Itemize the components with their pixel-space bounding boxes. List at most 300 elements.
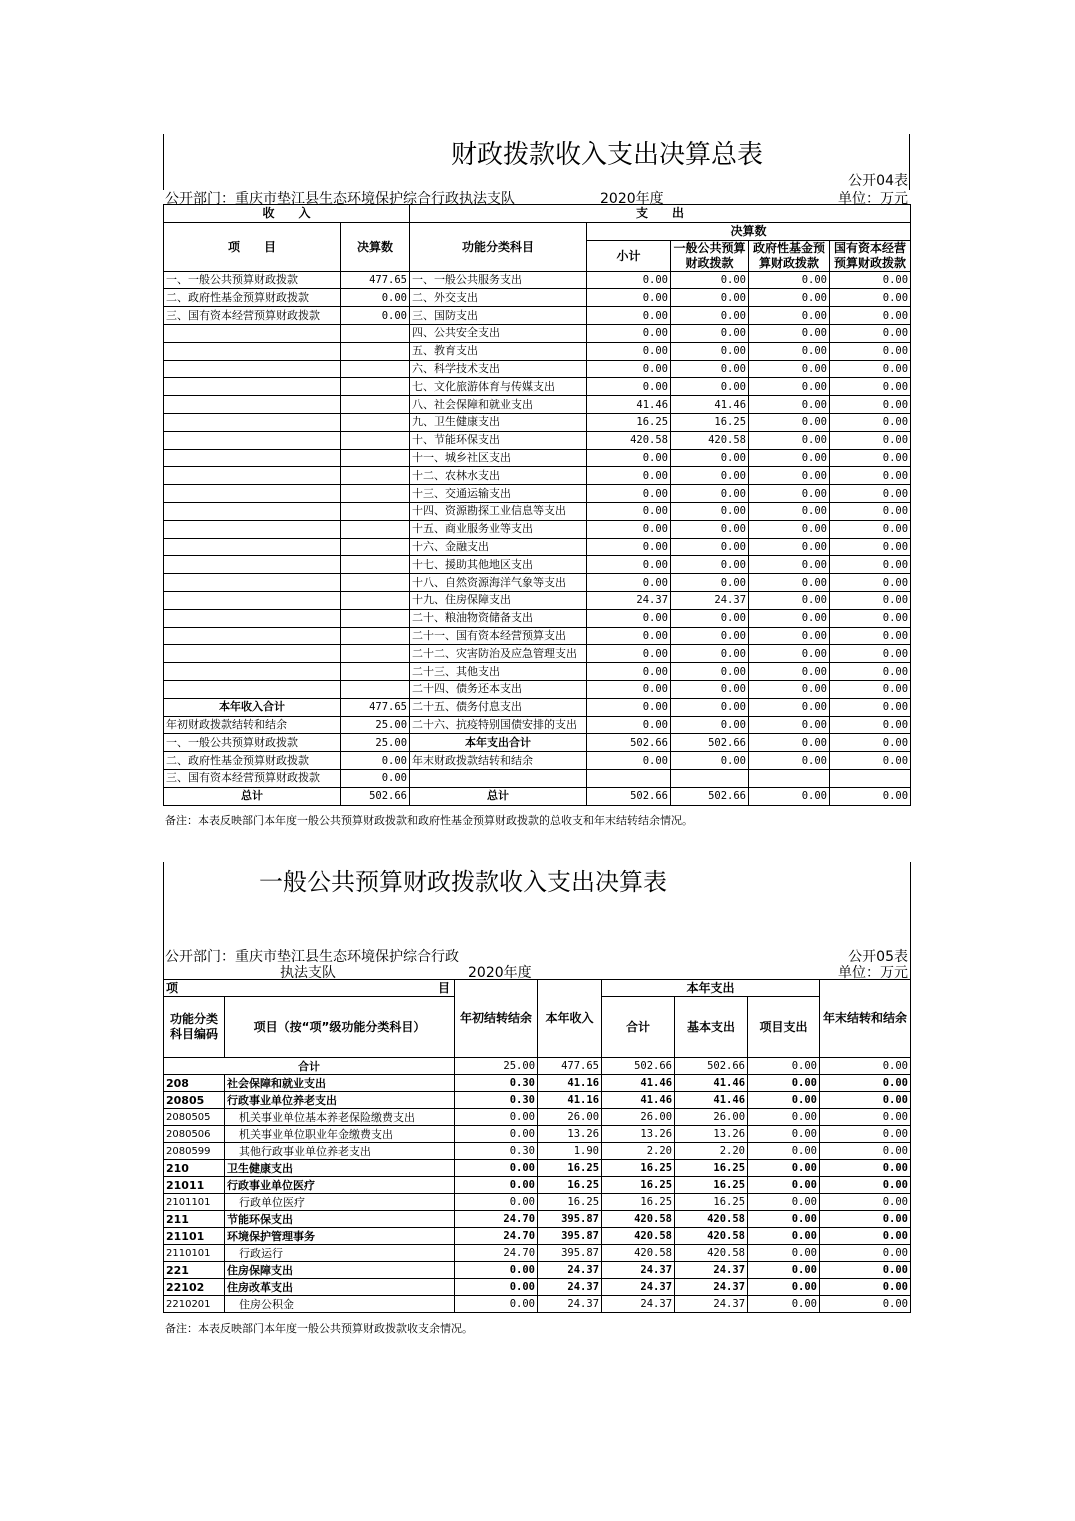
expense-general: 0.00 [671, 645, 749, 663]
expense-state-capital: 0.00 [830, 716, 911, 734]
table2-row [164, 1228, 911, 1245]
expense-total: 24.37 [602, 1279, 675, 1296]
expense-basic: 24.37 [675, 1262, 748, 1279]
func-code: 208 [164, 1075, 225, 1092]
begin-balance: 0.00 [455, 1126, 538, 1143]
expense-total: 16.25 [602, 1194, 675, 1211]
expense-subtotal: 0.00 [587, 324, 671, 342]
expense-item: 一、一般公共服务支出 [410, 271, 587, 289]
expense-total: 420.58 [602, 1245, 675, 1262]
func-code: 210 [164, 1160, 225, 1177]
income-amount: 25.00 [341, 716, 410, 734]
func-name: 其他行政事业单位养老支出 [225, 1143, 455, 1160]
expense-basic: 24.37 [675, 1279, 748, 1296]
func-name: 卫生健康支出 [225, 1160, 455, 1177]
expense-project: 0.00 [748, 1279, 820, 1296]
expense-general: 0.00 [671, 271, 749, 289]
expense-state-capital: 0.00 [830, 609, 911, 627]
expense-state-capital: 0.00 [830, 680, 911, 698]
expense-project: 0.00 [748, 1143, 820, 1160]
expense-item: 总计 [410, 787, 587, 805]
table1-row [164, 769, 911, 787]
expense-general: 0.00 [671, 538, 749, 556]
expense-project: 0.00 [748, 1126, 820, 1143]
expense-gov-fund: 0.00 [749, 307, 830, 325]
func-name: 行政运行 [225, 1245, 455, 1262]
expense-project: 0.00 [748, 1296, 820, 1313]
table1-dept: 公开部门：重庆市垫江县生态环境保护综合行政执法支队 [165, 191, 515, 207]
expense-item: 二十一、国有资本经营预算支出 [410, 627, 587, 645]
table2-unit: 单位：万元 [838, 965, 908, 981]
expense-general: 0.00 [671, 485, 749, 503]
table1-row [164, 716, 911, 734]
expense-item: 四、公共安全支出 [410, 324, 587, 342]
income-item: 三、国有资本经营预算财政拨款 [164, 307, 341, 325]
header-item: 项 目 [164, 222, 341, 271]
expense-state-capital: 0.00 [830, 520, 911, 538]
income-amount [341, 627, 410, 645]
income-item: 一、一般公共预算财政拨款 [164, 734, 341, 752]
expense-project: 0.00 [748, 1109, 820, 1126]
table2 [163, 979, 911, 1313]
expense-state-capital: 0.00 [830, 734, 911, 752]
expense-state-capital: 0.00 [830, 289, 911, 307]
expense-subtotal [587, 769, 671, 787]
end-balance: 0.00 [820, 1109, 911, 1126]
expense-project: 0.00 [748, 1245, 820, 1262]
table1-row [164, 467, 911, 485]
begin-balance: 24.70 [455, 1211, 538, 1228]
expense-item: 二、外交支出 [410, 289, 587, 307]
expense-subtotal: 0.00 [587, 307, 671, 325]
expense-gov-fund: 0.00 [749, 734, 830, 752]
table1-row [164, 502, 911, 520]
expense-general: 16.25 [671, 413, 749, 431]
begin-balance: 0.00 [455, 1279, 538, 1296]
func-name: 社会保障和就业支出 [225, 1075, 455, 1092]
begin-balance: 0.30 [455, 1092, 538, 1109]
income-item [164, 520, 341, 538]
expense-state-capital: 0.00 [830, 378, 911, 396]
expense-item [410, 769, 587, 787]
expense-state-capital: 0.00 [830, 271, 911, 289]
table1-title: 财政拨款收入支出决算总表 [450, 140, 763, 170]
table2-row [164, 1143, 911, 1160]
expense-basic: 420.58 [675, 1211, 748, 1228]
expense-state-capital: 0.00 [830, 467, 911, 485]
end-balance: 0.00 [820, 1296, 911, 1313]
table1-row [164, 680, 911, 698]
income-item [164, 680, 341, 698]
income-item [164, 538, 341, 556]
expense-gov-fund: 0.00 [749, 645, 830, 663]
begin-balance: 0.00 [455, 1262, 538, 1279]
expense-item: 二十六、抗疫特别国债安排的支出 [410, 716, 587, 734]
end-balance: 0.00 [820, 1143, 911, 1160]
table2-row [164, 1075, 911, 1092]
income-item [164, 556, 341, 574]
expense-subtotal: 0.00 [587, 449, 671, 467]
expense-gov-fund: 0.00 [749, 271, 830, 289]
income-item [164, 627, 341, 645]
expense-gov-fund: 0.00 [749, 324, 830, 342]
expense-item: 十九、住房保障支出 [410, 591, 587, 609]
func-code: 2080505 [164, 1109, 225, 1126]
expense-gov-fund: 0.00 [749, 574, 830, 592]
expense-item: 八、社会保障和就业支出 [410, 396, 587, 414]
func-code: 2080599 [164, 1143, 225, 1160]
expense-subtotal: 0.00 [587, 538, 671, 556]
end-balance: 0.00 [820, 1092, 911, 1109]
table1-row [164, 787, 911, 805]
expense-gov-fund: 0.00 [749, 449, 830, 467]
income-amount [341, 431, 410, 449]
table2-row [164, 1211, 911, 1228]
income-amount [341, 520, 410, 538]
func-name: 住房保障支出 [225, 1262, 455, 1279]
table1-row [164, 378, 911, 396]
begin-balance: 0.00 [455, 1160, 538, 1177]
table1-row [164, 485, 911, 503]
table2-row [164, 1262, 911, 1279]
expense-basic: 16.25 [675, 1160, 748, 1177]
table2-note: 备注：本表反映部门本年度一般公共预算财政拨款收支余情况。 [165, 1322, 473, 1335]
income-amount: 0.00 [341, 289, 410, 307]
income-item [164, 502, 341, 520]
income-item [164, 378, 341, 396]
expense-gov-fund: 0.00 [749, 502, 830, 520]
expense-item: 十、节能环保支出 [410, 431, 587, 449]
income-amount: 0.00 [341, 307, 410, 325]
expense-basic: 41.46 [675, 1075, 748, 1092]
expense-basic: 420.58 [675, 1245, 748, 1262]
begin-balance: 0.00 [455, 1177, 538, 1194]
income-amount [341, 502, 410, 520]
table2-row [164, 1177, 911, 1194]
expense-total: 41.46 [602, 1092, 675, 1109]
expense-general: 0.00 [671, 449, 749, 467]
table2-total-row [164, 1058, 911, 1075]
expense-state-capital: 0.00 [830, 413, 911, 431]
expense-general: 0.00 [671, 752, 749, 770]
expense-item: 十八、自然资源海洋气象等支出 [410, 574, 587, 592]
income-amount [341, 467, 410, 485]
year-income: 24.37 [538, 1279, 602, 1296]
expense-gov-fund: 0.00 [749, 698, 830, 716]
header-exp-project: 项目支出 [748, 997, 820, 1058]
income-amount: 0.00 [341, 769, 410, 787]
header-final: 决算数 [587, 222, 911, 240]
expense-basic: 16.25 [675, 1177, 748, 1194]
expense-subtotal: 16.25 [587, 413, 671, 431]
year-income: 16.25 [538, 1160, 602, 1177]
expense-state-capital: 0.00 [830, 324, 911, 342]
expense-state-capital: 0.00 [830, 574, 911, 592]
table1-row [164, 449, 911, 467]
expense-project: 0.00 [748, 1194, 820, 1211]
expense-subtotal: 0.00 [587, 289, 671, 307]
income-item [164, 467, 341, 485]
income-item [164, 396, 341, 414]
expense-basic: 24.37 [675, 1296, 748, 1313]
expense-state-capital: 0.00 [830, 538, 911, 556]
expense-subtotal: 0.00 [587, 716, 671, 734]
expense-subtotal: 0.00 [587, 663, 671, 681]
table2-row [164, 1296, 911, 1313]
expense-subtotal: 24.37 [587, 591, 671, 609]
expense-state-capital: 0.00 [830, 556, 911, 574]
income-amount: 502.66 [341, 787, 410, 805]
income-amount [341, 449, 410, 467]
expense-gov-fund: 0.00 [749, 289, 830, 307]
expense-gov-fund: 0.00 [749, 680, 830, 698]
income-amount [341, 556, 410, 574]
income-amount [341, 360, 410, 378]
expense-gov-fund: 0.00 [749, 431, 830, 449]
year-income: 13.26 [538, 1126, 602, 1143]
expense-item: 七、文化旅游体育与传媒支出 [410, 378, 587, 396]
func-code: 2080506 [164, 1126, 225, 1143]
expense-state-capital: 0.00 [830, 698, 911, 716]
expense-total: 16.25 [602, 1177, 675, 1194]
expense-subtotal: 0.00 [587, 485, 671, 503]
func-code: 2210201 [164, 1296, 225, 1313]
expense-subtotal: 0.00 [587, 271, 671, 289]
income-item: 总计 [164, 787, 341, 805]
end-balance: 0.00 [820, 1075, 911, 1092]
expense-general: 0.00 [671, 698, 749, 716]
table1-row [164, 645, 911, 663]
expense-subtotal: 0.00 [587, 609, 671, 627]
expense-gov-fund: 0.00 [749, 591, 830, 609]
expense-basic: 41.46 [675, 1092, 748, 1109]
header-exp-basic: 基本支出 [675, 997, 748, 1058]
income-amount [341, 378, 410, 396]
year-income: 41.16 [538, 1075, 602, 1092]
income-amount [341, 609, 410, 627]
year-income: 24.37 [538, 1296, 602, 1313]
table1-row [164, 538, 911, 556]
total-project: 0.00 [748, 1058, 820, 1075]
year-income: 395.87 [538, 1228, 602, 1245]
end-balance: 0.00 [820, 1194, 911, 1211]
header-income: 收 入 [164, 205, 410, 223]
table2-row [164, 1279, 911, 1296]
end-balance: 0.00 [820, 1177, 911, 1194]
end-balance: 0.00 [820, 1262, 911, 1279]
income-item [164, 485, 341, 503]
expense-general: 0.00 [671, 663, 749, 681]
expense-general: 0.00 [671, 378, 749, 396]
expense-state-capital: 0.00 [830, 360, 911, 378]
year-income: 24.37 [538, 1262, 602, 1279]
expense-gov-fund: 0.00 [749, 467, 830, 485]
expense-total: 13.26 [602, 1126, 675, 1143]
expense-gov-fund: 0.00 [749, 520, 830, 538]
expense-general: 0.00 [671, 324, 749, 342]
func-name: 机关事业单位基本养老保险缴费支出 [225, 1109, 455, 1126]
income-amount: 477.65 [341, 271, 410, 289]
income-amount [341, 591, 410, 609]
table1-row [164, 609, 911, 627]
header-state-capital: 国有资本经营预算财政拨款 [830, 240, 911, 271]
expense-state-capital: 0.00 [830, 627, 911, 645]
expense-gov-fund: 0.00 [749, 485, 830, 503]
expense-general [671, 769, 749, 787]
begin-balance: 24.70 [455, 1228, 538, 1245]
expense-item: 十六、金融支出 [410, 538, 587, 556]
table1-row [164, 698, 911, 716]
table1-note: 备注：本表反映部门本年度一般公共预算财政拨款和政府性基金预算财政拨款的总收支和年末结转结余情况。 [165, 814, 693, 827]
income-item: 三、国有资本经营预算财政拨款 [164, 769, 341, 787]
expense-state-capital: 0.00 [830, 396, 911, 414]
expense-basic: 16.25 [675, 1194, 748, 1211]
table2-dept-line1: 公开部门：重庆市垫江县生态环境保护综合行政 [165, 949, 459, 965]
header-amount: 决算数 [341, 222, 410, 271]
income-item: 年初财政拨款结转和结余 [164, 716, 341, 734]
table1-row [164, 342, 911, 360]
expense-general: 0.00 [671, 360, 749, 378]
income-item [164, 324, 341, 342]
income-amount [341, 396, 410, 414]
func-code: 211 [164, 1211, 225, 1228]
income-item [164, 360, 341, 378]
expense-subtotal: 0.00 [587, 574, 671, 592]
expense-item: 十四、资源勘探工业信息等支出 [410, 502, 587, 520]
income-item: 二、政府性基金预算财政拨款 [164, 289, 341, 307]
func-name: 机关事业单位职业年金缴费支出 [225, 1126, 455, 1143]
income-amount [341, 413, 410, 431]
table1-row [164, 627, 911, 645]
income-item [164, 663, 341, 681]
expense-item: 二十五、债务付息支出 [410, 698, 587, 716]
total-label: 合计 [164, 1058, 455, 1075]
expense-item: 二十四、债务还本支出 [410, 680, 587, 698]
expense-general: 0.00 [671, 627, 749, 645]
table1-row [164, 271, 911, 289]
expense-item: 十三、交通运输支出 [410, 485, 587, 503]
begin-balance: 0.00 [455, 1194, 538, 1211]
expense-gov-fund: 0.00 [749, 538, 830, 556]
expense-item: 二十、粮油物资储备支出 [410, 609, 587, 627]
expense-general: 41.46 [671, 396, 749, 414]
expense-state-capital: 0.00 [830, 663, 911, 681]
begin-balance: 24.70 [455, 1245, 538, 1262]
expense-state-capital: 0.00 [830, 645, 911, 663]
expense-subtotal: 502.66 [587, 787, 671, 805]
table2-row [164, 1109, 911, 1126]
end-balance: 0.00 [820, 1160, 911, 1177]
end-balance: 0.00 [820, 1211, 911, 1228]
header-func-name: 项目（按“项”级功能分类科目） [225, 997, 455, 1058]
func-code: 22102 [164, 1279, 225, 1296]
expense-subtotal: 0.00 [587, 342, 671, 360]
expense-total: 420.58 [602, 1228, 675, 1245]
expense-gov-fund: 0.00 [749, 663, 830, 681]
table1-row [164, 431, 911, 449]
expense-total: 24.37 [602, 1262, 675, 1279]
header-item-group [164, 980, 455, 997]
total-begin: 25.00 [455, 1058, 538, 1075]
year-income: 41.16 [538, 1092, 602, 1109]
expense-total: 26.00 [602, 1109, 675, 1126]
end-balance: 0.00 [820, 1228, 911, 1245]
func-code: 21101 [164, 1228, 225, 1245]
expense-item: 十五、商业服务业等支出 [410, 520, 587, 538]
func-name: 行政单位医疗 [225, 1194, 455, 1211]
expense-basic: 2.20 [675, 1143, 748, 1160]
expense-state-capital: 0.00 [830, 449, 911, 467]
expense-general: 0.00 [671, 467, 749, 485]
expense-state-capital: 0.00 [830, 787, 911, 805]
year-income: 16.25 [538, 1194, 602, 1211]
expense-state-capital: 0.00 [830, 752, 911, 770]
expense-state-capital: 0.00 [830, 431, 911, 449]
expense-gov-fund: 0.00 [749, 716, 830, 734]
header-year-income: 本年收入 [538, 980, 602, 1058]
income-amount [341, 574, 410, 592]
begin-balance: 0.00 [455, 1109, 538, 1126]
expense-basic: 420.58 [675, 1228, 748, 1245]
table2-form-no: 公开05表 [848, 949, 908, 965]
income-item [164, 645, 341, 663]
expense-item: 五、教育支出 [410, 342, 587, 360]
income-item: 一、一般公共预算财政拨款 [164, 271, 341, 289]
expense-project: 0.00 [748, 1092, 820, 1109]
expense-general: 0.00 [671, 520, 749, 538]
expense-item: 本年支出合计 [410, 734, 587, 752]
expense-general: 0.00 [671, 342, 749, 360]
expense-gov-fund: 0.00 [749, 609, 830, 627]
expense-project: 0.00 [748, 1075, 820, 1092]
expense-subtotal: 0.00 [587, 467, 671, 485]
income-item [164, 609, 341, 627]
expense-subtotal: 0.00 [587, 680, 671, 698]
expense-project: 0.00 [748, 1262, 820, 1279]
table1-row [164, 663, 911, 681]
expense-subtotal: 0.00 [587, 556, 671, 574]
expense-state-capital: 0.00 [830, 307, 911, 325]
year-income: 395.87 [538, 1245, 602, 1262]
expense-project: 0.00 [748, 1160, 820, 1177]
table2-row [164, 1160, 911, 1177]
expense-general: 0.00 [671, 680, 749, 698]
table1-row [164, 520, 911, 538]
expense-gov-fund [749, 769, 830, 787]
expense-subtotal: 0.00 [587, 360, 671, 378]
table1-row [164, 307, 911, 325]
func-code: 21011 [164, 1177, 225, 1194]
func-name: 环境保护管理事务 [225, 1228, 455, 1245]
table1 [163, 204, 911, 806]
begin-balance: 0.00 [455, 1296, 538, 1313]
expense-state-capital: 0.00 [830, 342, 911, 360]
expense-subtotal: 0.00 [587, 502, 671, 520]
expense-gov-fund: 0.00 [749, 787, 830, 805]
func-code: 20805 [164, 1092, 225, 1109]
func-code: 221 [164, 1262, 225, 1279]
table1-row [164, 752, 911, 770]
header-general-budget: 一般公共预算财政拨款 [671, 240, 749, 271]
table1-row [164, 324, 911, 342]
table1-year: 2020年度 [600, 191, 664, 207]
total-income: 477.65 [538, 1058, 602, 1075]
income-amount [341, 324, 410, 342]
func-code: 2101101 [164, 1194, 225, 1211]
expense-total: 24.37 [602, 1296, 675, 1313]
table1-row [164, 289, 911, 307]
expense-subtotal: 0.00 [587, 752, 671, 770]
